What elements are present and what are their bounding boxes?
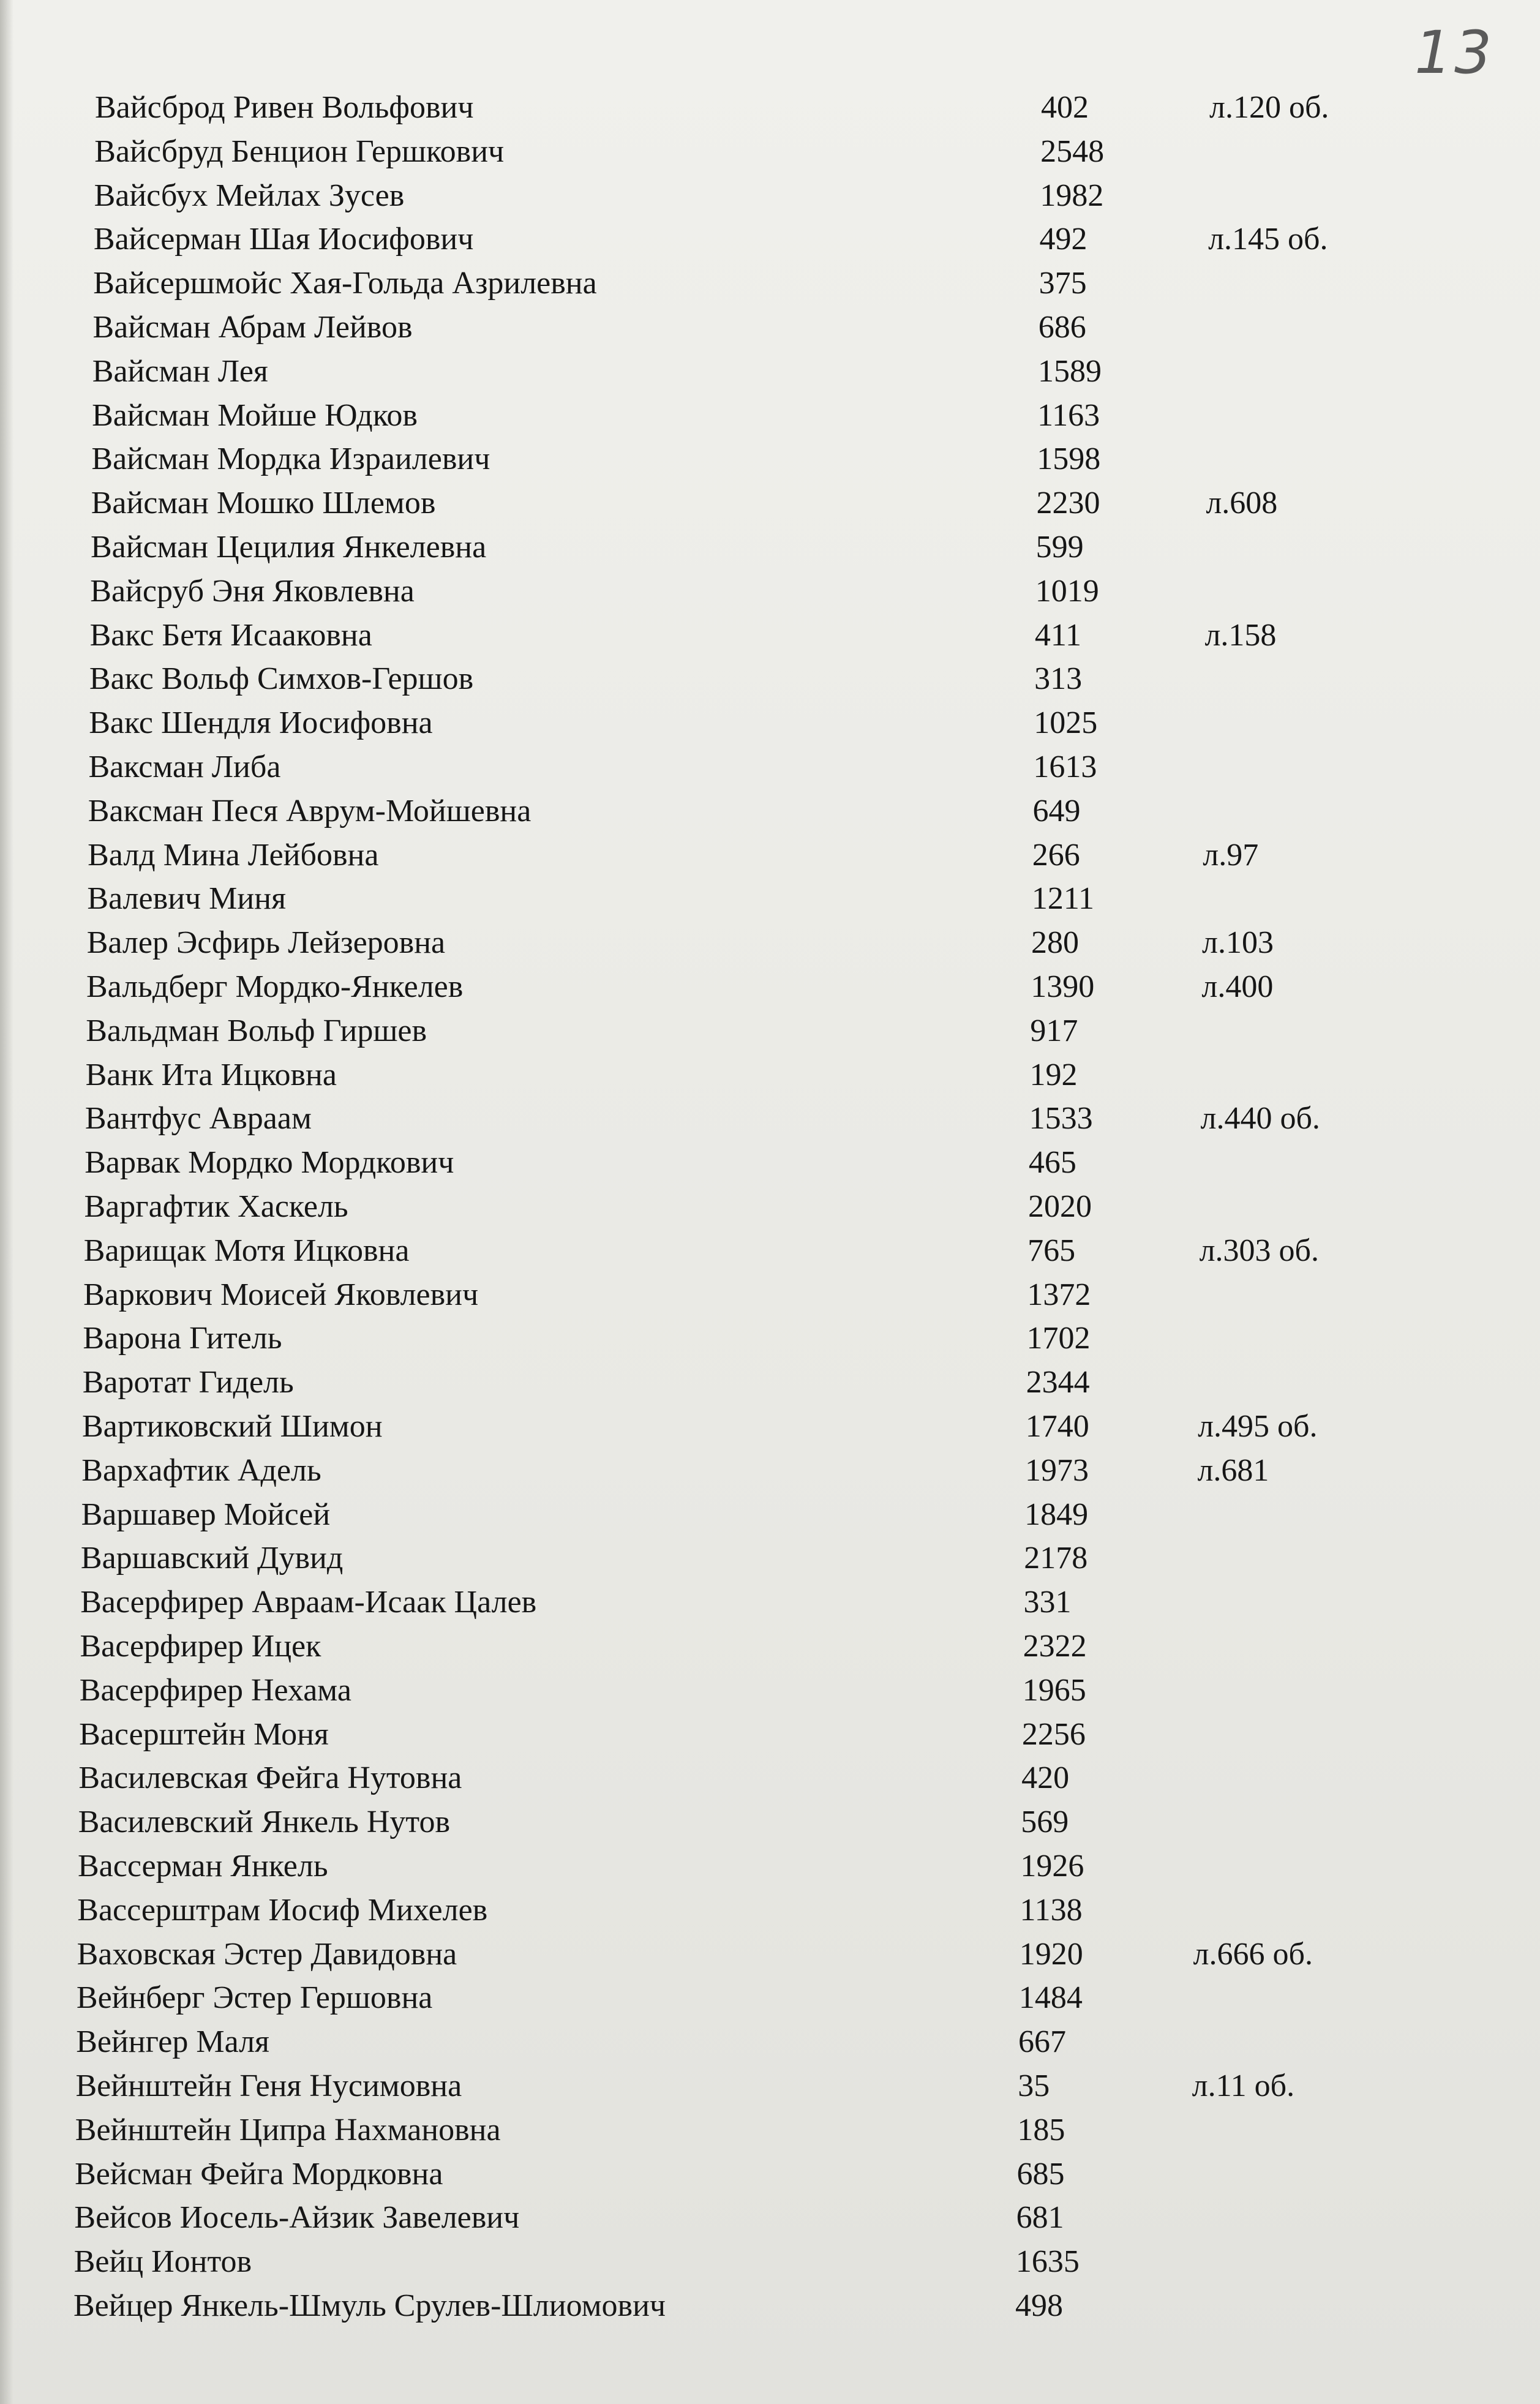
person-name: Варшавер Мойсей	[81, 1497, 331, 1532]
person-name: Вейнштейн Геня Нусимовна	[75, 2068, 462, 2103]
sheet-reference: л.440 об.	[1200, 1101, 1320, 1136]
person-name: Вакс Вольф Симхов-Гершов	[89, 661, 474, 697]
list-row	[0, 1713, 1540, 1757]
list-row	[0, 1800, 1540, 1844]
page-number: 13	[1414, 18, 1495, 87]
record-number: 1635	[1015, 2244, 1080, 2280]
list-row	[0, 1361, 1540, 1405]
record-number: 917	[1030, 1013, 1078, 1048]
list-row	[0, 1009, 1540, 1053]
record-number: 1598	[1037, 441, 1101, 477]
record-number: 685	[1016, 2156, 1065, 2192]
list-row	[0, 1844, 1540, 1888]
record-number: 375	[1039, 266, 1087, 301]
person-name: Вейнштейн Ципра Нахмановна	[75, 2112, 501, 2147]
list-row	[0, 1669, 1540, 1713]
record-number: 1926	[1020, 1849, 1084, 1884]
list-row	[0, 2064, 1540, 2108]
record-number: 1973	[1024, 1452, 1089, 1488]
record-number: 1702	[1026, 1321, 1091, 1356]
person-name: Вассерштрам Иосиф Михелев	[77, 1892, 488, 1928]
record-number: 1740	[1025, 1409, 1089, 1444]
list-row	[0, 174, 1540, 218]
person-name: Вакс Бетя Исааковна	[89, 617, 372, 653]
person-name: Ваксман Песя Аврум-Мойшевна	[88, 793, 531, 828]
record-number: 2344	[1026, 1365, 1090, 1400]
person-name: Валер Эсфирь Лейзеровна	[86, 925, 446, 961]
record-number: 1920	[1019, 1936, 1083, 1972]
list-row	[0, 789, 1540, 833]
list-row	[0, 1273, 1540, 1317]
list-row	[0, 86, 1540, 130]
person-name: Валд Мина Лейбовна	[88, 837, 379, 873]
person-name: Вейнберг Эстер Гершовна	[76, 1980, 433, 2016]
person-name: Васерштейн Моня	[79, 1716, 329, 1752]
record-number: 2020	[1028, 1189, 1092, 1224]
person-name: Варшавский Дувид	[80, 1541, 344, 1576]
list-row	[0, 394, 1540, 438]
record-number: 569	[1021, 1805, 1069, 1840]
record-number: 331	[1023, 1585, 1072, 1620]
record-number: 192	[1029, 1057, 1078, 1092]
list-row	[0, 2284, 1540, 2328]
record-number: 1372	[1027, 1277, 1091, 1312]
sheet-reference: л.495 об.	[1198, 1409, 1318, 1444]
list-row	[0, 833, 1540, 877]
person-name: Вантфус Авраам	[85, 1101, 312, 1136]
record-number: 765	[1027, 1233, 1076, 1268]
record-number: 1211	[1031, 881, 1094, 917]
person-name: Вейц Ионтов	[73, 2244, 252, 2280]
sheet-reference: л.400	[1201, 969, 1274, 1004]
record-number: 1613	[1033, 749, 1097, 784]
record-number: 1965	[1022, 1672, 1086, 1708]
record-number: 649	[1032, 793, 1081, 828]
list-row	[0, 921, 1540, 965]
list-row	[0, 2020, 1540, 2064]
record-number: 1589	[1037, 353, 1102, 389]
person-name: Вартиковский Шимон	[82, 1409, 383, 1444]
record-number: 667	[1018, 2024, 1067, 2060]
record-number: 2230	[1036, 486, 1100, 521]
person-name: Варгафтик Хаскель	[84, 1189, 348, 1224]
person-name: Вейцер Янкель-Шмуль Срулев-Шлиомович	[73, 2288, 666, 2323]
list-row	[0, 1097, 1540, 1141]
person-name: Васерфирер Нехама	[79, 1672, 351, 1708]
sheet-reference: л.303 об.	[1199, 1233, 1320, 1268]
list-row	[0, 965, 1540, 1009]
person-name: Вакс Шендля Иосифовна	[89, 705, 433, 741]
person-name: Валевич Миня	[87, 881, 286, 917]
person-name: Ваховская Эстер Давидовна	[77, 1936, 457, 1972]
list-row	[0, 1933, 1540, 1977]
record-number: 1849	[1024, 1497, 1089, 1532]
person-name: Василевская Фейга Нутовна	[78, 1760, 462, 1796]
person-name: Вейсов Иосель-Айзик Завелевич	[74, 2200, 520, 2236]
person-name: Вайсершмойс Хая-Гольда Азрилевна	[93, 266, 597, 301]
list-row	[0, 1888, 1540, 1933]
record-number: 686	[1038, 310, 1086, 345]
person-name: Вейнгер Маля	[76, 2024, 269, 2060]
list-row	[0, 1580, 1540, 1625]
record-number: 266	[1032, 837, 1080, 873]
sheet-reference: л.103	[1202, 925, 1274, 961]
person-name: Варвак Мордко Мордкович	[85, 1145, 454, 1181]
record-number: 420	[1021, 1760, 1070, 1796]
person-name: Ванк Ита Ицковна	[85, 1057, 337, 1092]
record-number: 2322	[1023, 1629, 1087, 1664]
list-row	[0, 614, 1540, 658]
record-number: 599	[1035, 530, 1084, 565]
person-name: Варищак Мотя Ицковна	[83, 1233, 410, 1268]
person-name: Вайсман Мошко Шлемов	[91, 486, 436, 521]
list-row	[0, 350, 1540, 394]
sheet-reference: л.11 об.	[1192, 2068, 1295, 2103]
record-number: 1138	[1020, 1892, 1083, 1928]
record-number: 1025	[1034, 705, 1098, 741]
list-row	[0, 877, 1540, 921]
sheet-reference: л.666 об.	[1193, 1936, 1313, 1972]
record-number: 465	[1028, 1145, 1076, 1181]
list-row	[0, 525, 1540, 569]
record-number: 1019	[1035, 573, 1099, 609]
record-number: 280	[1031, 925, 1080, 961]
record-number: 35	[1018, 2068, 1050, 2103]
list-row	[0, 1141, 1540, 1185]
record-number: 1484	[1018, 1980, 1083, 2016]
record-number: 498	[1015, 2288, 1063, 2323]
person-name: Вархафтик Адель	[81, 1452, 321, 1488]
list-row	[0, 1976, 1540, 2020]
person-name: Васерфирер Ицек	[80, 1629, 321, 1664]
person-name: Василевский Янкель Нутов	[78, 1805, 451, 1840]
person-name: Вайсруб Эня Яковлевна	[90, 573, 415, 609]
person-name: Варкович Моисей Яковлевич	[83, 1277, 479, 1312]
person-name: Вальдман Вольф Гиршев	[86, 1013, 427, 1048]
list-row	[0, 1185, 1540, 1229]
list-row	[0, 701, 1540, 745]
list-row	[0, 306, 1540, 350]
person-name: Вайсман Мойше Юдков	[92, 397, 418, 433]
record-number: 1982	[1040, 178, 1104, 213]
person-name: Вальдберг Мордко-Янкелев	[86, 969, 464, 1004]
record-number: 2256	[1021, 1716, 1086, 1752]
person-name: Варотат Гидель	[82, 1365, 294, 1400]
person-name: Вейсман Фейга Мордковна	[75, 2156, 443, 2192]
person-name: Вайсбруд Бенцион Гершкович	[94, 133, 505, 169]
list-row	[0, 745, 1540, 789]
list-row	[0, 481, 1540, 525]
list-row	[0, 1229, 1540, 1273]
sheet-reference: л.145 об.	[1208, 222, 1328, 257]
record-number: 681	[1016, 2200, 1064, 2236]
list-row	[0, 217, 1540, 261]
sheet-reference: л.97	[1203, 837, 1259, 873]
list-row	[0, 2152, 1540, 2196]
person-name: Вайсман Абрам Лейвов	[92, 310, 413, 345]
sheet-reference: л.158	[1204, 617, 1277, 653]
person-name: Вайсман Цецилия Янкелевна	[91, 530, 487, 565]
record-number: 1163	[1037, 397, 1100, 433]
person-name: Васерфирер Авраам-Исаак Цалев	[80, 1585, 537, 1620]
sheet-reference: л.608	[1206, 486, 1278, 521]
record-number: 2178	[1024, 1541, 1088, 1576]
list-row	[0, 2240, 1540, 2284]
person-name: Вайсман Мордка Израилевич	[91, 441, 490, 477]
record-number: 2548	[1040, 133, 1105, 169]
sheet-reference: л.681	[1197, 1452, 1269, 1488]
list-row	[0, 2196, 1540, 2240]
list-row	[0, 1625, 1540, 1669]
record-number: 1533	[1029, 1101, 1093, 1136]
person-name: Вайсброд Ривен Вольфович	[95, 90, 474, 125]
list-row	[0, 1053, 1540, 1097]
list-row	[0, 130, 1540, 174]
list-row	[0, 1756, 1540, 1800]
person-name: Варона Гитель	[83, 1321, 282, 1356]
list-row	[0, 1449, 1540, 1493]
record-number: 185	[1017, 2112, 1065, 2147]
list-row	[0, 1317, 1540, 1361]
list-row	[0, 1536, 1540, 1580]
list-row	[0, 437, 1540, 481]
person-name: Ваксман Либа	[88, 749, 281, 784]
person-name: Вайсерман Шая Иосифович	[93, 222, 474, 257]
record-number: 402	[1041, 90, 1089, 125]
record-number: 411	[1034, 617, 1081, 653]
record-number: 1390	[1031, 969, 1095, 1004]
person-name: Вайсман Лея	[92, 353, 268, 389]
list-row	[0, 261, 1540, 306]
record-number: 492	[1039, 222, 1087, 257]
list-row	[0, 2108, 1540, 2152]
sheet-reference: л.120 об.	[1209, 90, 1329, 125]
list-row	[0, 1493, 1540, 1537]
list-row	[0, 1405, 1540, 1449]
person-name: Вайсбух Мейлах Зусев	[94, 178, 405, 213]
record-number: 313	[1034, 661, 1083, 697]
list-row	[0, 569, 1540, 614]
list-row	[0, 657, 1540, 701]
person-name: Вассерман Янкель	[78, 1849, 328, 1884]
